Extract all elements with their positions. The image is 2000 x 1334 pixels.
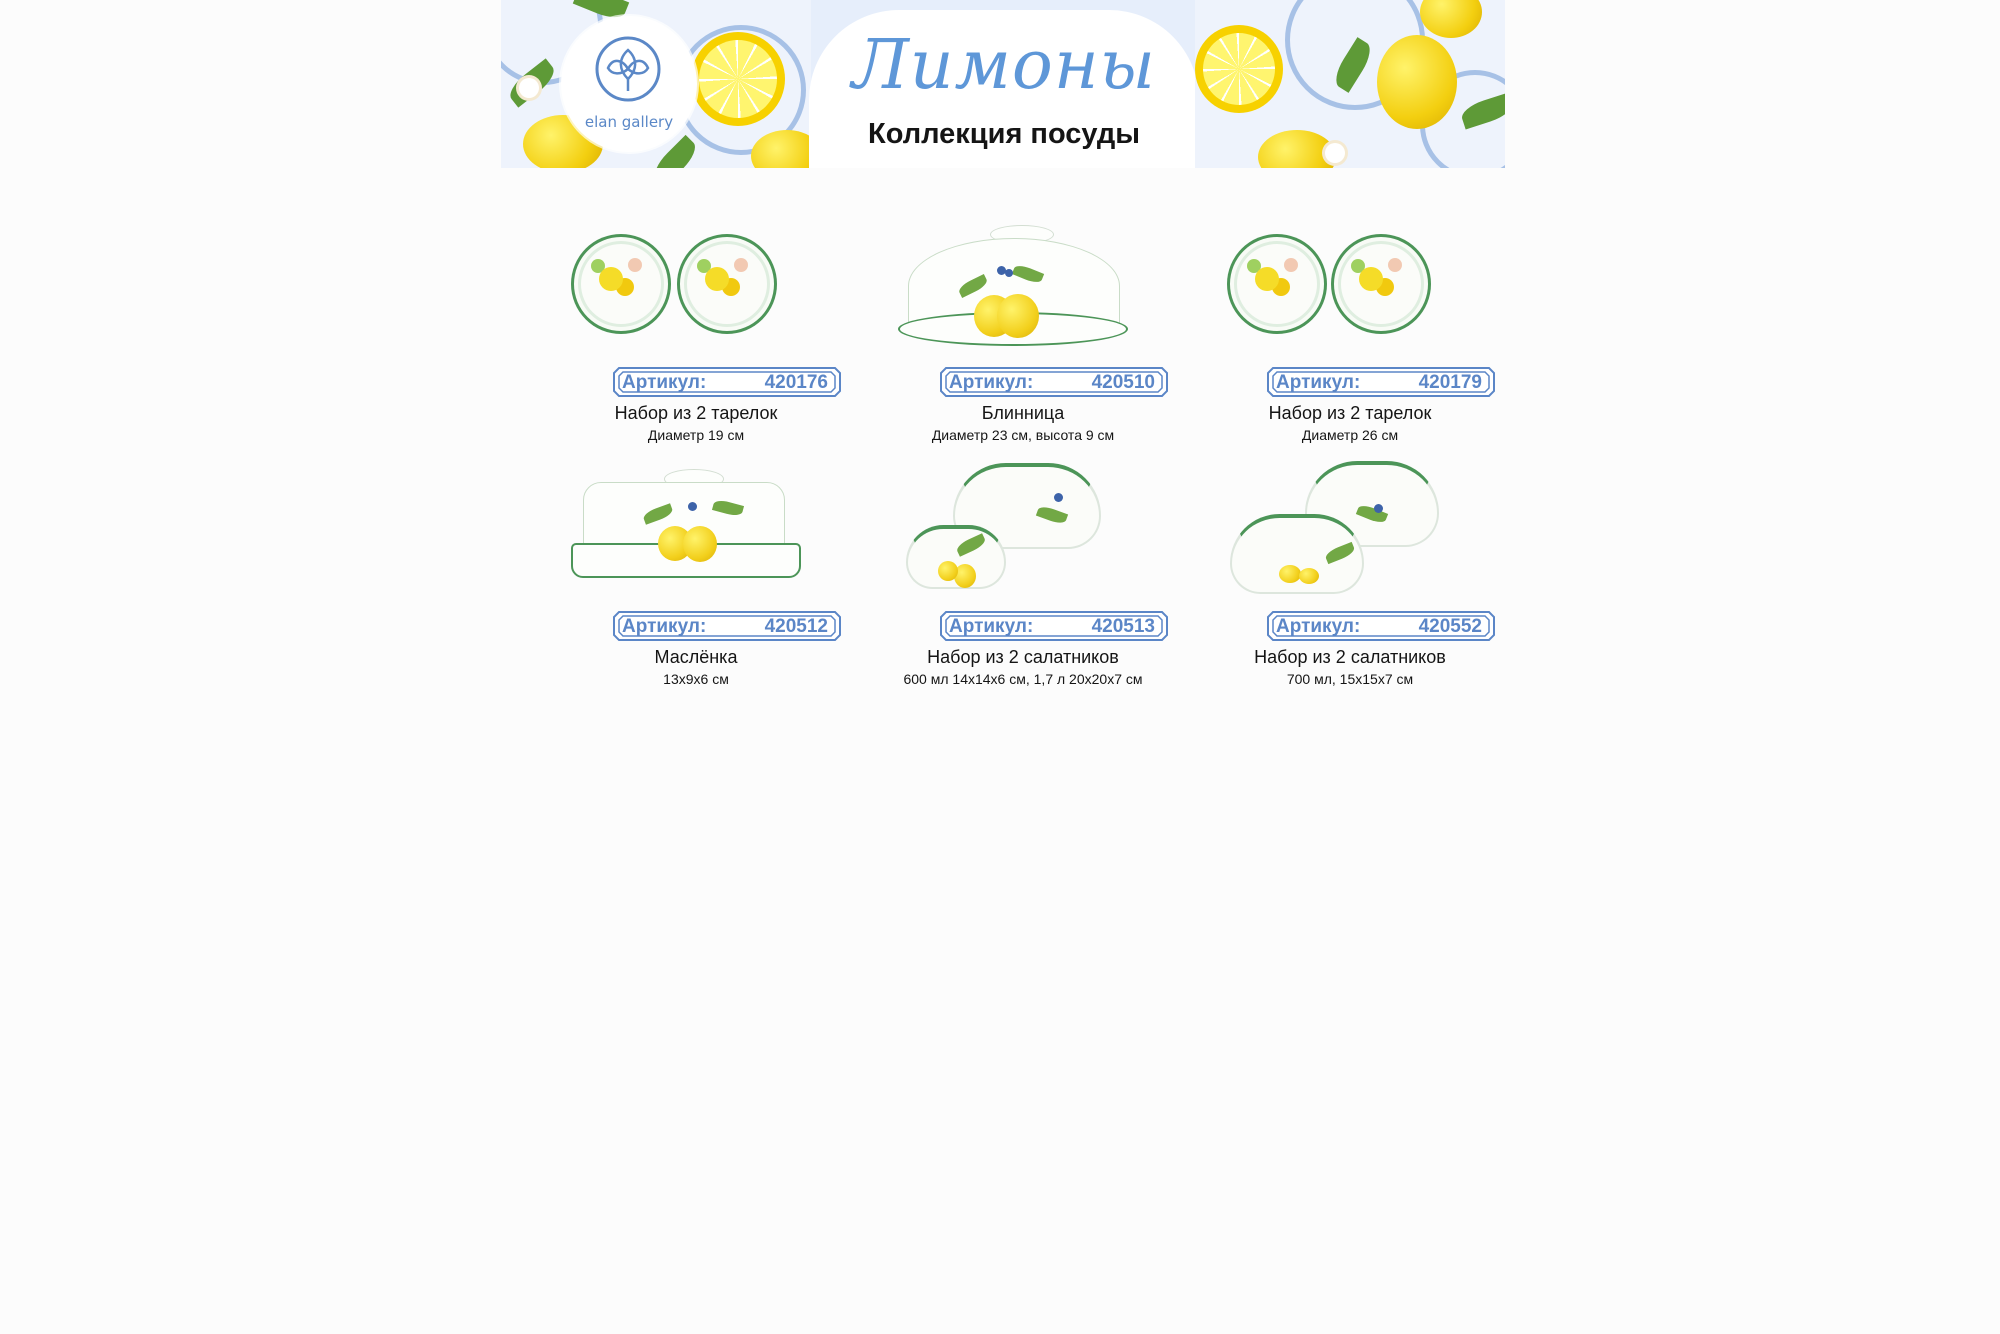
- collection-subtitle: Коллекция посуды: [868, 118, 1140, 150]
- product-dimensions: 13x9x6 см: [663, 671, 729, 687]
- lemon-icon: [1377, 35, 1457, 129]
- brand-logo: [561, 16, 697, 152]
- title-panel: [809, 10, 1199, 168]
- product-card[interactable]: [1185, 469, 1515, 719]
- collection-banner: [501, 0, 1505, 168]
- sku-number: 420179: [1418, 372, 1482, 393]
- lemon-slice-icon: [1195, 25, 1283, 113]
- sku-badge: [940, 367, 1168, 397]
- sku-badge: [613, 611, 841, 641]
- product-card[interactable]: [858, 469, 1188, 719]
- brand-name: elan gallery: [584, 113, 674, 131]
- two-salad-bowls-image: [1185, 469, 1515, 604]
- sku-label: Артикул:: [1276, 372, 1361, 393]
- product-name: Набор из 2 салатников: [1254, 647, 1446, 667]
- two-salad-bowls-image: [858, 469, 1188, 604]
- sku-number: 420510: [1091, 372, 1155, 393]
- product-card[interactable]: [858, 225, 1188, 475]
- butter-dish-image: [531, 469, 861, 604]
- product-dimensions: Диаметр 19 см: [647, 427, 745, 443]
- sku-label: Артикул:: [622, 616, 707, 637]
- sku-number: 420176: [764, 372, 828, 393]
- blossom-icon: [519, 78, 539, 98]
- product-name: Набор из 2 тарелок: [1268, 403, 1432, 423]
- product-card[interactable]: [531, 469, 861, 719]
- sku-label: Артикул:: [949, 616, 1034, 637]
- sku-number: 420512: [764, 616, 828, 637]
- blossom-icon: [1325, 143, 1345, 163]
- sku-label: Артикул:: [1276, 616, 1361, 637]
- two-plates-image: [531, 225, 861, 360]
- sku-badge: [940, 611, 1168, 641]
- product-name: Блинница: [981, 403, 1065, 423]
- product-dimensions: 700 мл, 15x15x7 см: [1286, 671, 1414, 687]
- product-dimensions: Диаметр 23 см, высота 9 см: [931, 427, 1115, 443]
- sku-number: 420513: [1091, 616, 1155, 637]
- product-name: Набор из 2 тарелок: [614, 403, 778, 423]
- lemon-slice-icon: [691, 32, 785, 126]
- sku-badge: [613, 367, 841, 397]
- pancake-dish-image: [858, 225, 1188, 360]
- sku-number: 420552: [1418, 616, 1482, 637]
- lemon-pattern-right: [1195, 0, 1505, 168]
- product-card[interactable]: [531, 225, 861, 475]
- product-card[interactable]: [1185, 225, 1515, 475]
- sku-label: Артикул:: [622, 372, 707, 393]
- sku-badge: [1267, 611, 1495, 641]
- collection-title: Лимоны: [851, 26, 1157, 105]
- product-dimensions: 600 мл 14x14x6 см, 1,7 л 20x20x7 см: [903, 671, 1143, 687]
- lemon-icon: [1258, 130, 1336, 168]
- product-name: Маслёнка: [654, 647, 738, 667]
- product-name: Набор из 2 салатников: [927, 647, 1119, 667]
- butterfly-logo-icon: [594, 35, 662, 103]
- sku-badge: [1267, 367, 1495, 397]
- product-dimensions: Диаметр 26 см: [1301, 427, 1399, 443]
- lemon-icon: [1420, 0, 1482, 38]
- two-plates-image: [1185, 225, 1515, 360]
- sku-label: Артикул:: [949, 372, 1034, 393]
